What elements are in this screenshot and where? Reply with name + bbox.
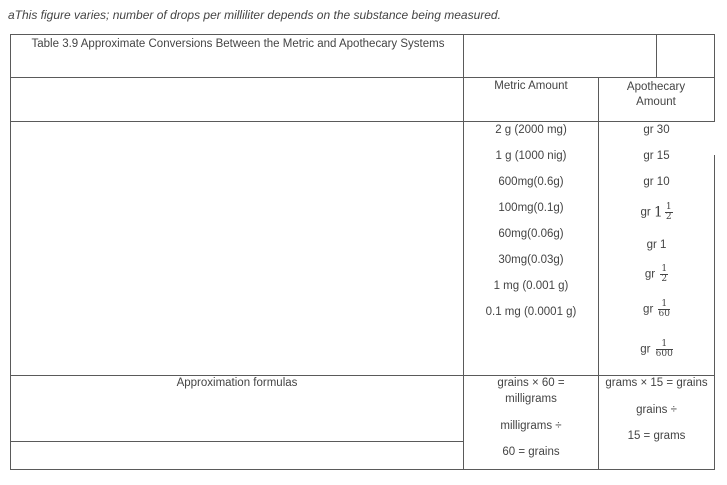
metric-value: 60mg(0.06g) <box>498 228 564 240</box>
apothecary-value: gr 30 <box>643 124 670 136</box>
formula-line: grains × 60 = <box>497 377 565 389</box>
formulas-label: Approximation formulas <box>176 377 298 389</box>
apothecary-value-fraction: gr 1 $\frac{1}{2}$ <box>640 202 672 222</box>
formula-line: grams × 15 = grains <box>605 377 708 389</box>
formula-line: milligrams <box>505 393 557 405</box>
metric-value: 30mg(0.03g) <box>498 254 564 266</box>
metric-value: 0.1 mg (0.0001 g) <box>485 306 577 318</box>
apothecary-value-fraction: gr $\frac{1}{60}$ <box>643 299 670 319</box>
apothecary-value: gr 10 <box>643 176 670 188</box>
metric-amount-header: Metric Amount <box>494 80 568 92</box>
formula-line: grains ÷ <box>636 404 677 416</box>
metric-value: 600mg(0.6g) <box>498 176 564 188</box>
formula-line: milligrams ÷ <box>500 420 562 432</box>
apothecary-amount-header: Apothecary Amount <box>626 81 686 108</box>
formula-line: 60 = grains <box>502 446 560 458</box>
apothecary-value: gr 15 <box>643 150 670 162</box>
table-title: Table 3.9 Approximate Conversions Between the Metric and Apothecary Systems <box>31 38 445 50</box>
footnote: aThis figure varies; number of drops per milliliter depends on the substance being measured. <box>8 8 501 22</box>
metric-value: 1 mg (0.001 g) <box>493 280 569 292</box>
apothecary-value-fraction: gr $\frac{1}{2}$ <box>644 264 668 284</box>
metric-value: 100mg(0.1g) <box>498 202 564 214</box>
metric-value: 1 g (1000 nig) <box>495 150 567 162</box>
metric-value: 2 g (2000 mg) <box>495 124 567 136</box>
apothecary-value: gr 1 <box>646 239 667 251</box>
formula-line: 15 = grams <box>627 430 686 442</box>
apothecary-value-fraction: gr $\frac{1}{600}$ <box>640 339 673 359</box>
